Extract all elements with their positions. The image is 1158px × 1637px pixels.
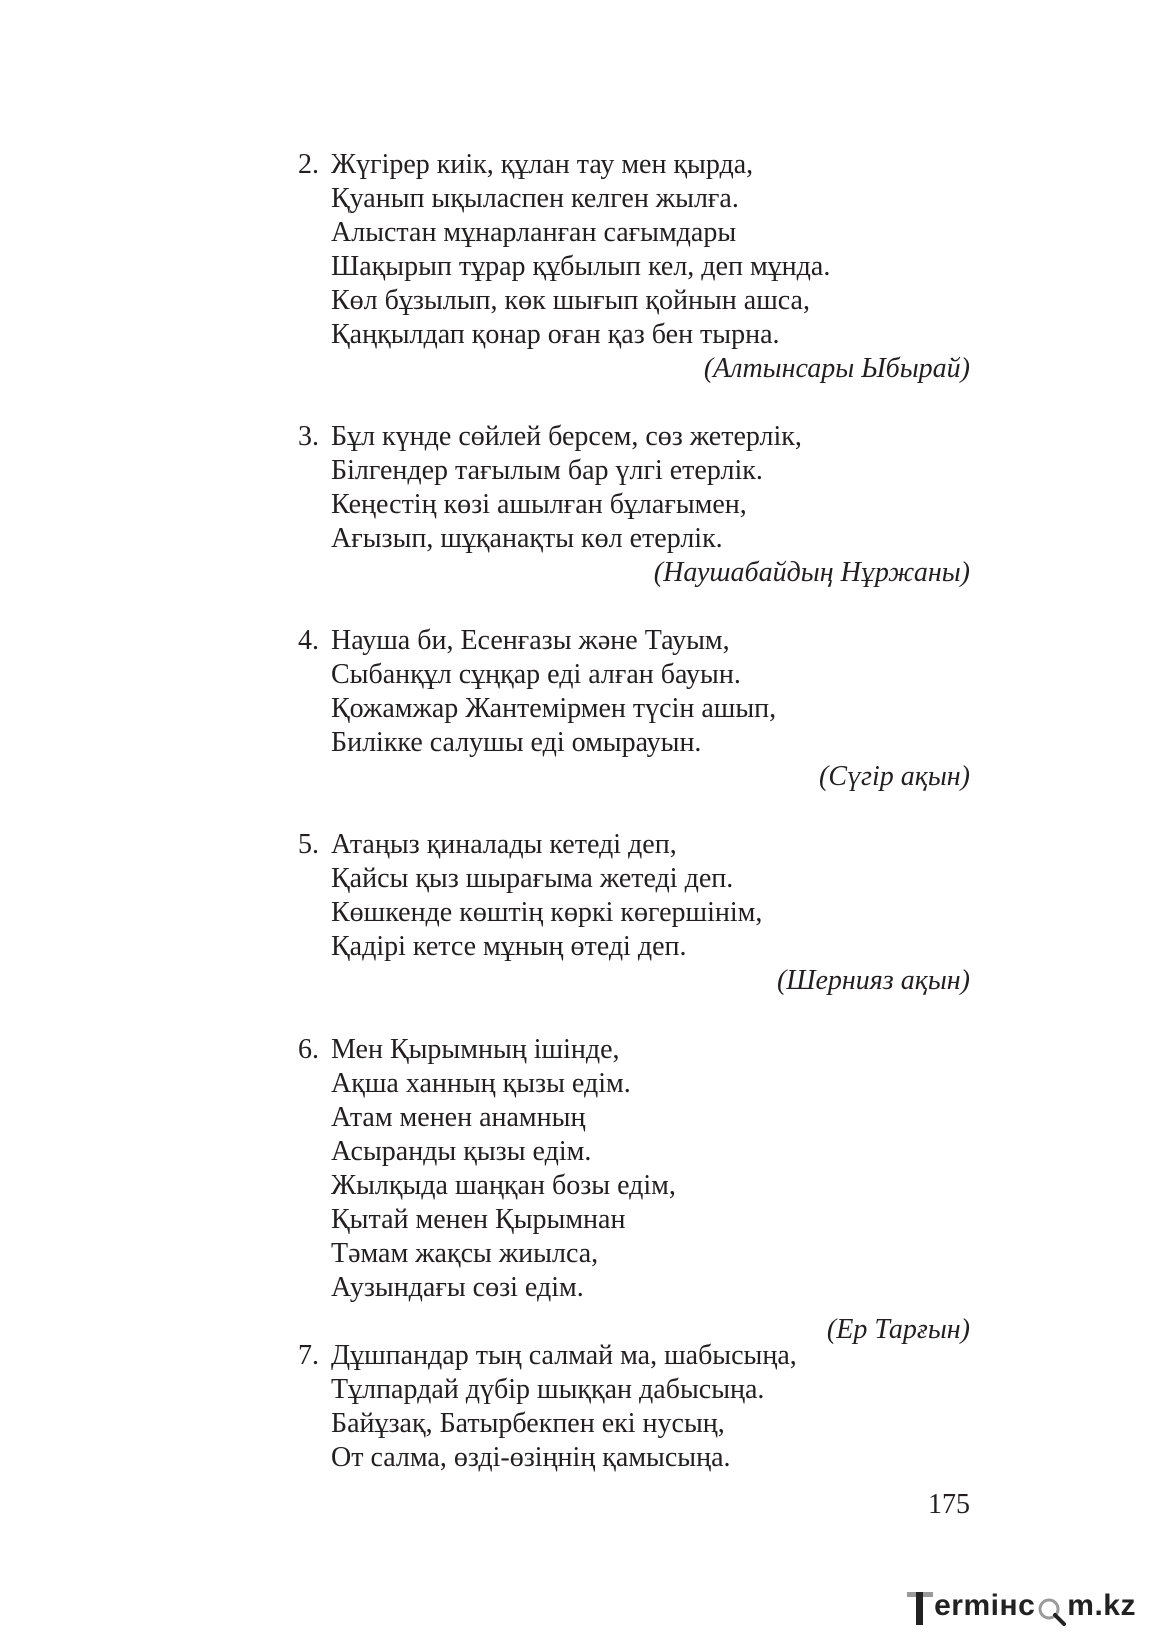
magnifier-icon <box>1036 1590 1066 1626</box>
stanza-line: Сыбанқұл сұңқар еді алған бауын. <box>331 659 741 690</box>
stanza-line: 4. Науша би, Есенғазы және Тауым, <box>298 625 730 656</box>
stanza-line: 7. Дұшпандар тың салмай ма, шабысыңа, <box>298 1340 797 1371</box>
stanza-line: Ақша ханның қызы едім. <box>331 1068 631 1099</box>
stanza-line: Қайсы қыз шырағыма жетеді деп. <box>331 863 734 894</box>
stanza-line: 6. Мен Қырымның ішінде, <box>298 1034 620 1065</box>
stanza-author: (Алтынсары Ыбырай) <box>703 353 970 384</box>
stanza-number: 3. <box>298 421 319 452</box>
stanza-4 <box>298 624 970 794</box>
stanza-line: Қытай менен Қырымнан <box>331 1204 626 1235</box>
stanza-number: 5. <box>298 829 319 860</box>
watermark-text-part2: m.kz <box>1067 1589 1136 1622</box>
stanza-number: 4. <box>298 625 319 656</box>
stanza-line: Алыстан мұнарланған сағымдары <box>331 217 737 248</box>
stanza-line: Байұзақ, Батырбекпен екі нусың, <box>331 1408 725 1439</box>
stanza-line: Тәмам жақсы жиылса, <box>331 1238 599 1269</box>
stanza-author: (Сүгір ақын) <box>819 761 970 792</box>
stanza-number: 6. <box>298 1034 319 1065</box>
stanza-line: Асыранды қызы едім. <box>331 1136 592 1167</box>
stanza-line: 3. Бұл күнде сөйлей берсем, сөз жетерлік, <box>298 421 802 452</box>
stanza-author: (Ер Тарғын) <box>826 1314 970 1345</box>
stanza-6 <box>298 1033 970 1347</box>
watermark-text-part1: ermінc <box>934 1589 1036 1622</box>
stanza-number: 2. <box>298 149 319 180</box>
stanza-line: Аузындағы сөзі едім. <box>331 1272 584 1303</box>
stanza-line: От салма, өзді-өзіңнің қамысыңа. <box>331 1442 731 1473</box>
stanza-line: Қадірі кетсе мұның өтеді деп. <box>331 931 687 962</box>
stanza-2 <box>298 148 970 386</box>
stanza-line: Көл бұзылып, көк шығып қойнын ашса, <box>331 285 810 316</box>
page-number: 175 <box>928 1489 970 1520</box>
stanza-line: Атам менен анамның <box>331 1102 586 1133</box>
stanza-author: (Шернияз ақын) <box>776 965 970 996</box>
stanza-line: Жылқыда шаңқан бозы едім, <box>331 1170 676 1201</box>
stanza-line: Шақырып тұрар құбылып кел, деп мұнда. <box>331 251 831 282</box>
stanza-line: Қаңқылдап қонар оған қаз бен тырна. <box>331 319 780 350</box>
stanza-line: 5. Атаңыз қиналады кетеді деп, <box>298 829 677 860</box>
stanza-5 <box>298 828 970 998</box>
stanza-line: Кеңестің көзі ашылған бұлағымен, <box>331 489 747 520</box>
stanza-line: Қуанып ықыласпен келген жылға. <box>331 183 739 214</box>
stanza-7 <box>298 1339 970 1475</box>
stanza-author: (Наушабайдың Нұржаны) <box>653 557 970 588</box>
stanza-number: 7. <box>298 1340 319 1371</box>
stanza-line: Білгендер тағылым бар үлгі етерлік. <box>331 455 763 486</box>
stanza-line: Қожамжар Жантемірмен түсін ашып, <box>331 693 777 724</box>
stanza-line: Көшкенде көштің көркі көгершінім, <box>331 897 763 928</box>
stanza-line: Тұлпардай дүбір шыққан дабысыңа. <box>331 1374 765 1405</box>
stanza-3 <box>298 420 970 590</box>
logo-t-icon <box>907 1590 933 1626</box>
site-watermark-logo <box>907 1586 1136 1626</box>
stanza-line: Ағызып, шұқанақты көл етерлік. <box>331 523 723 554</box>
stanza-line: Билікке салушы еді омырауын. <box>331 727 702 758</box>
stanza-line: 2. Жүгірер киік, құлан тау мен қырда, <box>298 149 754 180</box>
